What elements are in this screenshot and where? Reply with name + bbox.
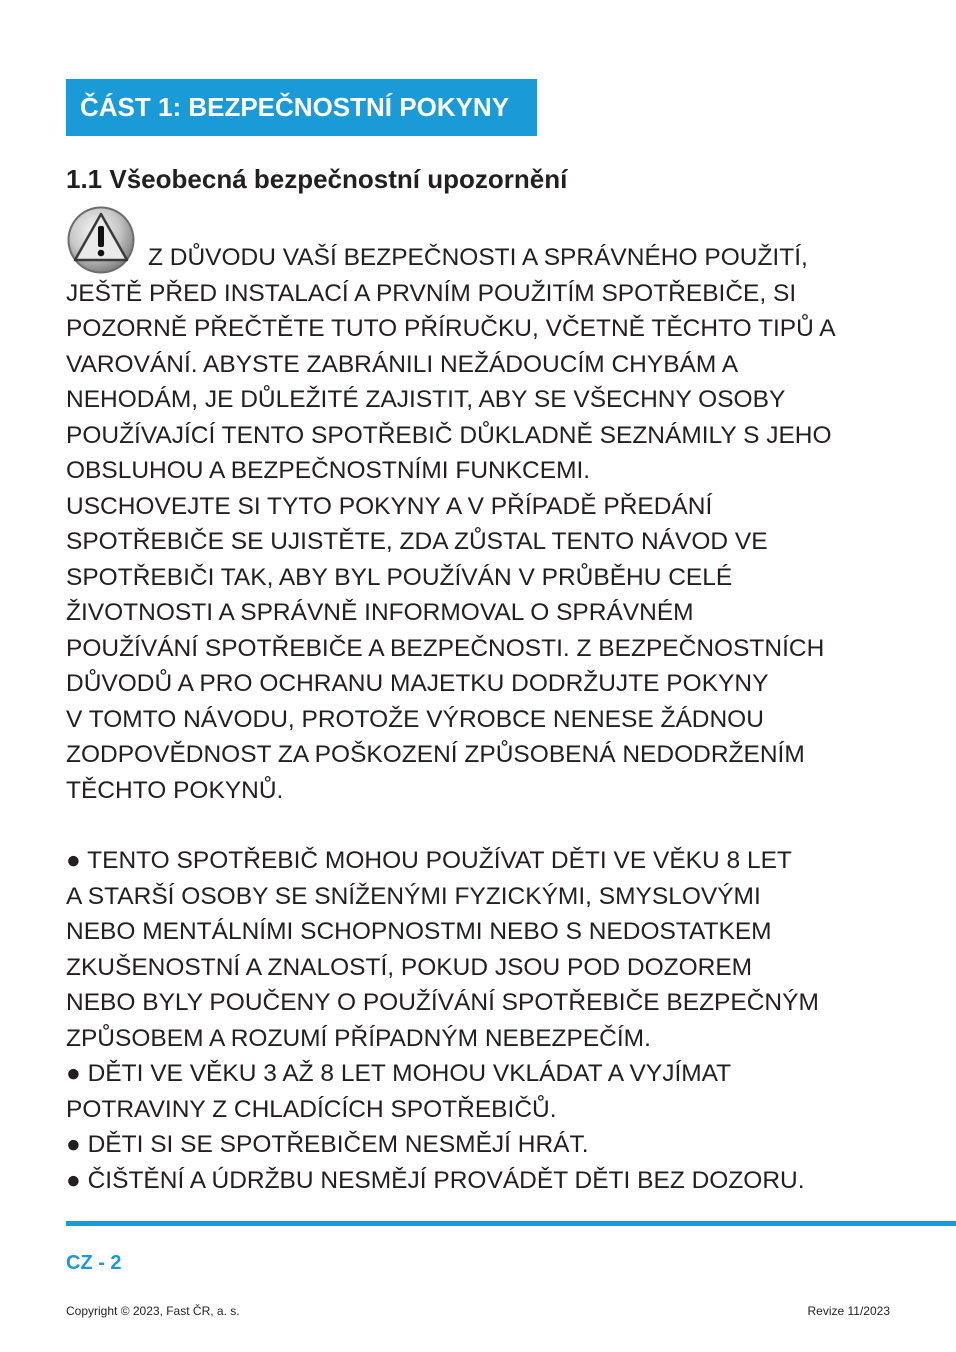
text-line: VAROVÁNÍ. ABYSTE ZABRÁNILI NEŽÁDOUCÍM CHYBÁM A xyxy=(66,350,739,378)
bullet-line: ● ČIŠTĚNÍ A ÚDRŽBU NESMĚJÍ PROVÁDĚT DĚTI BEZ DOZORU. xyxy=(66,1166,805,1194)
text-line: SPOTŘEBIČI TAK, ABY BYL POUŽÍVÁN V PRŮBĚHU CELÉ xyxy=(66,563,733,591)
text-line: POZORNĚ PŘEČTĚTE TUTO PŘÍRUČKU, VČETNĚ TĚCHTO TIPŮ A xyxy=(66,315,836,342)
text-line: Z DŮVODU VAŠÍ BEZPEČNOSTI A SPRÁVNÉHO POUŽITÍ, xyxy=(148,244,808,271)
bullet-line: ● DĚTI SI SE SPOTŘEBIČEM NESMĚJÍ HRÁT. xyxy=(66,1131,589,1158)
text-line: V TOMTO NÁVODU, PROTOŽE VÝROBCE NENESE ŽÁDNOU xyxy=(66,705,764,733)
text-line: NEHODÁM, JE DŮLEŽITÉ ZAJISTIT, ABY SE VŠECHNY OSOBY xyxy=(66,386,786,413)
bullet-line: ● TENTO SPOTŘEBIČ MOHOU POUŽÍVAT DĚTI VE VĚKU 8 LET xyxy=(66,847,792,874)
bullet-line: ZKUŠENOSTNÍ A ZNALOSTÍ, POKUD JSOU POD DOZOREM xyxy=(66,953,753,981)
section-title: ČÁST 1: BEZPEČNOSTNÍ POKYNY xyxy=(80,92,510,122)
revision-label: Revize 11/2023 xyxy=(807,1304,890,1318)
text-line: USCHOVEJTE SI TYTO POKYNY A V PŘÍPADĚ PŘEDÁNÍ xyxy=(66,492,713,520)
text-line: DŮVODŮ A PRO OCHRANU MAJETKU DODRŽUJTE POKYNY xyxy=(66,670,769,697)
text-line: ZODPOVĚDNOST ZA POŠKOZENÍ ZPŮSOBENÁ NEDODRŽENÍM xyxy=(66,741,805,768)
page-number: CZ - 2 xyxy=(66,1252,122,1274)
text-line: ŽIVOTNOSTI A SPRÁVNĚ INFORMOVAL O SPRÁVNÉM xyxy=(66,599,694,626)
bullet-line: A STARŠÍ OSOBY SE SNÍŽENÝMI FYZICKÝMI, SMYSLOVÝMI xyxy=(66,882,761,910)
text-line: POUŽÍVÁNÍ SPOTŘEBIČE A BEZPEČNOSTI. Z BEZPEČNOSTNÍCH xyxy=(66,634,825,662)
bullet-line: POTRAVINY Z CHLADÍCÍCH SPOTŘEBIČŮ. xyxy=(66,1095,557,1123)
text-line: TĚCHTO POKYNŮ. xyxy=(66,776,284,804)
footer-divider xyxy=(66,1221,956,1226)
safety-bullet-list xyxy=(66,843,876,1198)
safety-warning-paragraph xyxy=(66,240,876,808)
text-line: JEŠTĚ PŘED INSTALACÍ A PRVNÍM POUŽITÍM SPOTŘEBIČE, SI xyxy=(66,279,797,307)
text-line: POUŽÍVAJÍCÍ TENTO SPOTŘEBIČ DŮKLADNĚ SEZNÁMILY S JEHO xyxy=(66,421,832,449)
text-line: SPOTŘEBIČE SE UJISTĚTE, ZDA ZŮSTAL TENTO NÁVOD VE xyxy=(66,528,768,555)
subsection-heading: 1.1 Všeobecná bezpečnostní upozornění xyxy=(66,164,568,194)
bullet-line: NEBO MENTÁLNÍMI SCHOPNOSTMI NEBO S NEDOSTATKEM xyxy=(66,918,772,945)
bullet-line: ZPŮSOBEM A ROZUMÍ PŘÍPADNÝM NEBEZPEČÍM. xyxy=(66,1024,651,1052)
bullet-line: NEBO BYLY POUČENY O POUŽÍVÁNÍ SPOTŘEBIČE BEZPEČNÝM xyxy=(66,989,819,1016)
section-banner xyxy=(66,79,537,136)
copyright-notice: Copyright © 2023, Fast ČR, a. s. xyxy=(66,1304,240,1318)
text-line: OBSLUHOU A BEZPEČNOSTNÍMI FUNKCEMI. xyxy=(66,457,591,484)
bullet-line: ● DĚTI VE VĚKU 3 AŽ 8 LET MOHOU VKLÁDAT A VYJÍMAT xyxy=(66,1060,732,1087)
